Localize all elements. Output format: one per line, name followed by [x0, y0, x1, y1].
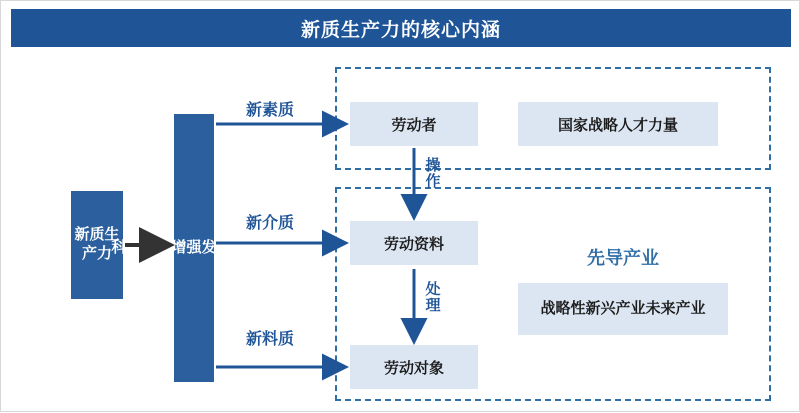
node-industry-list	[518, 283, 728, 335]
core-line-1: 技	[126, 239, 142, 257]
core-line-8: 新	[231, 239, 247, 257]
edge-label-operate	[423, 158, 443, 190]
process-char-0: 处	[425, 281, 441, 298]
core-line-4: 增	[171, 239, 187, 257]
node-labor-material: 劳动资料	[350, 221, 478, 265]
core-line-6: 发	[201, 239, 217, 257]
page-title: 新质生产力的核心内涵	[11, 9, 791, 47]
core-line-7: 展	[216, 239, 232, 257]
edge-label-process	[423, 282, 443, 314]
core-line-10: 能	[261, 239, 277, 257]
process-char-1: 理	[425, 296, 441, 314]
node-new-quality-productivity: 新质生产力	[71, 191, 123, 299]
core-line-5: 强	[186, 239, 202, 257]
edge-label-new-medium: 新介质	[246, 215, 295, 232]
node-laborer: 劳动者	[350, 102, 478, 146]
core-line-3: 新	[156, 239, 172, 257]
core-line-2: 创	[141, 239, 157, 257]
heading-leading-industry: 先导产业	[587, 248, 659, 268]
edge-label-new-material: 新料质	[246, 331, 295, 348]
node-national-talent-force: 国家战略人才力量	[518, 102, 718, 146]
industry-item-0: 战略性新兴产业	[540, 300, 646, 318]
edge-label-new-quality: 新素质	[246, 102, 295, 119]
core-line-9: 动	[246, 239, 262, 257]
operate-char-1: 作	[425, 172, 441, 190]
industry-item-1: 未来产业	[645, 300, 706, 318]
node-labor-object: 劳动对象	[350, 345, 478, 389]
core-line-0: 科	[111, 239, 127, 257]
operate-char-0: 操	[425, 157, 441, 174]
